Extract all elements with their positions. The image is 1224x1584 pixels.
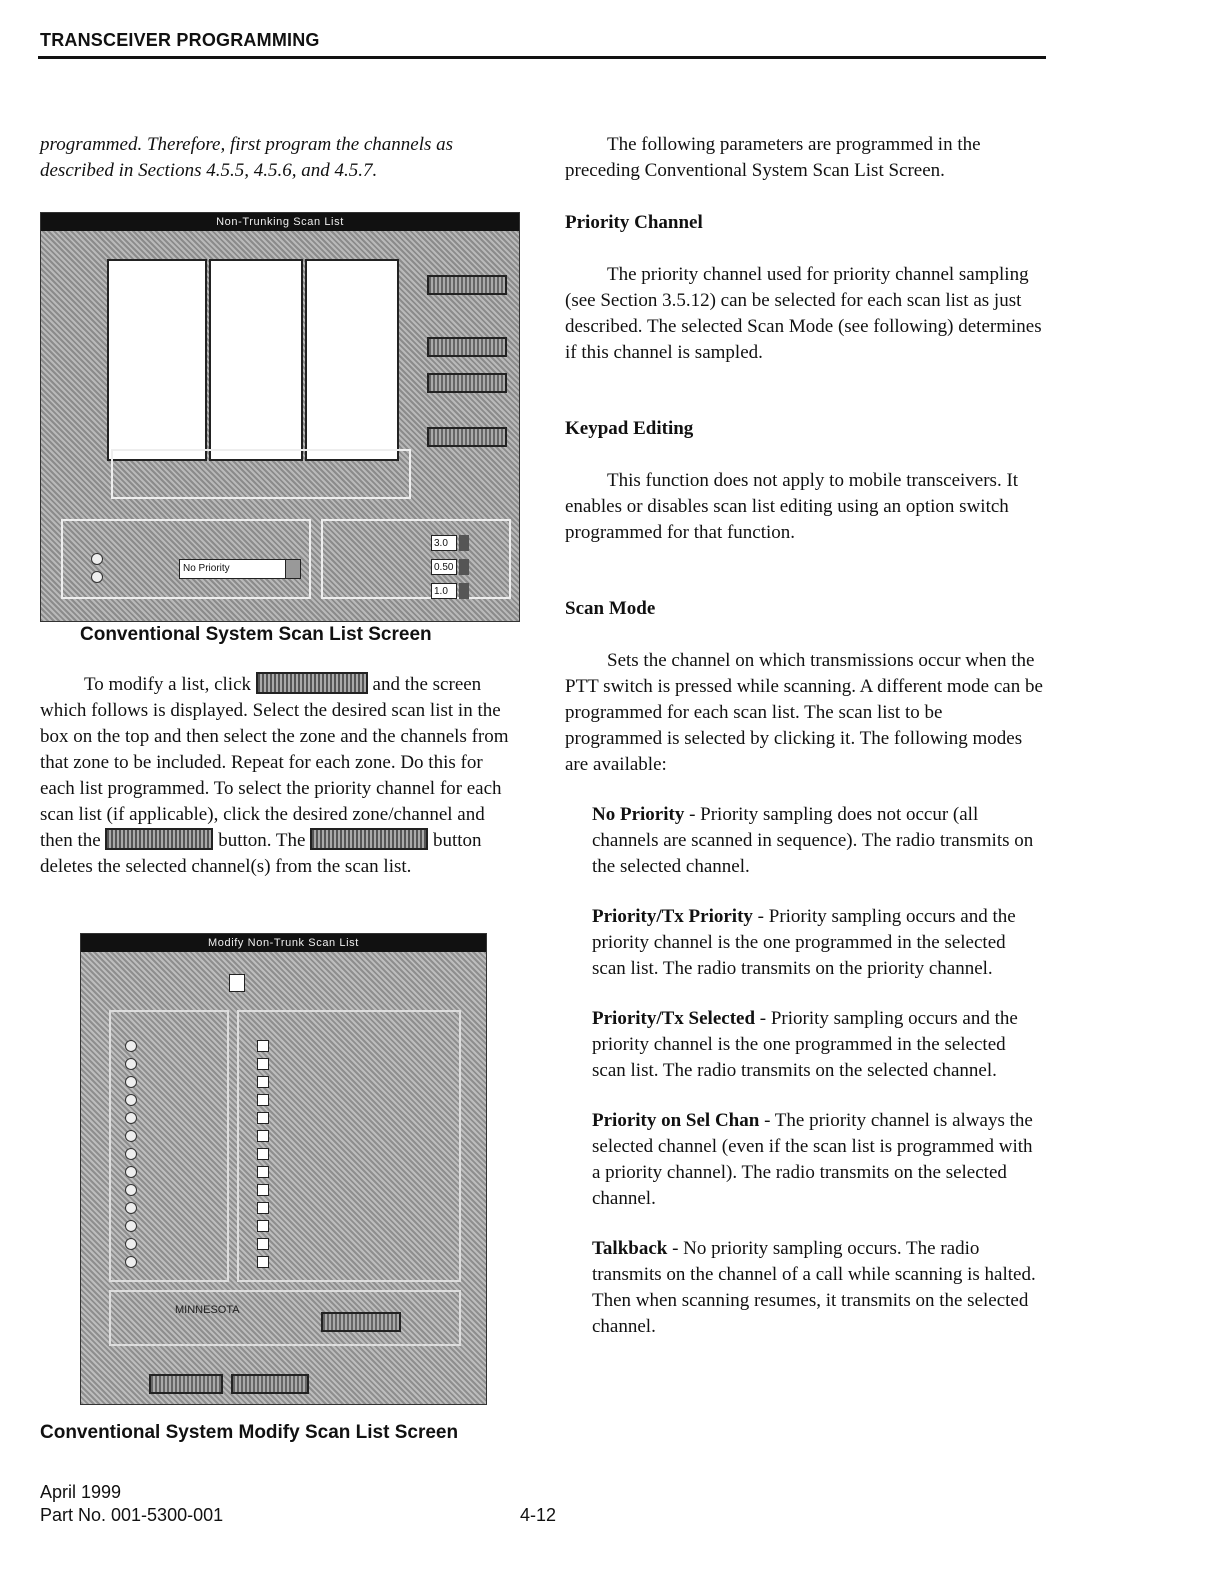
channel-group bbox=[237, 1010, 461, 1282]
channel-checkbox bbox=[257, 1058, 269, 1070]
scan-list-box-1 bbox=[107, 259, 207, 461]
screen2-caption: Conventional System Modify Scan List Screen bbox=[40, 1422, 459, 1443]
heading-keypad-editing: Keypad Editing bbox=[565, 418, 694, 439]
modify-list-button-image bbox=[256, 672, 368, 694]
keypad-group bbox=[111, 449, 411, 499]
channel-checkbox bbox=[257, 1076, 269, 1088]
scan-list-box-3 bbox=[305, 259, 399, 461]
scan-list-number-box bbox=[229, 974, 245, 992]
spin-3 bbox=[459, 583, 469, 599]
body-scan-mode: Sets the channel on which transmissions occur when the PTT switch is pressed while scanning. A different mode can be programmed for each scan list. The scan list to be programmed is selected by clicking it. The following modes are available: bbox=[565, 650, 1043, 775]
radio-2 bbox=[91, 571, 103, 583]
close-button bbox=[149, 1374, 223, 1394]
zone-radio bbox=[125, 1166, 137, 1178]
footer-part-number: Part No. 001-5300-001 bbox=[40, 1505, 224, 1525]
spin-1 bbox=[459, 535, 469, 551]
footer-date: April 1999 bbox=[40, 1482, 122, 1502]
screen1-caption: Conventional System Scan List Screen bbox=[80, 624, 432, 645]
scan-list-box-2 bbox=[209, 259, 303, 461]
scan-mode-combo bbox=[179, 559, 301, 579]
scan-mode-combo-value: No Priority bbox=[183, 563, 230, 574]
zone-radio bbox=[125, 1184, 137, 1196]
zone-radio bbox=[125, 1076, 137, 1088]
mode-priority-tx-priority: Priority/Tx Priority - Priority sampling occurs and the priority channel is the one programmed in the selected scan list. The radio transmits on the priority channel. bbox=[592, 906, 1016, 979]
window-button-3 bbox=[427, 373, 507, 393]
page-header-title: TRANSCEIVER PROGRAMMING bbox=[40, 30, 320, 50]
channel-checkbox bbox=[257, 1148, 269, 1160]
value-box-1: 3.0 bbox=[431, 535, 457, 551]
radio-1 bbox=[91, 553, 103, 565]
scan-list-window-title: Non-Trunking Scan List bbox=[41, 213, 519, 231]
channel-checkbox bbox=[257, 1094, 269, 1106]
channel-checkbox bbox=[257, 1238, 269, 1250]
mode-priority-tx-selected: Priority/Tx Selected - Priority sampling occurs and the priority channel is the one programmed in the selected scan list. The radio transmits on the selected channel. bbox=[592, 1008, 1018, 1081]
zone-radio bbox=[125, 1148, 137, 1160]
channel-checkbox bbox=[257, 1166, 269, 1178]
channel-checkbox bbox=[257, 1184, 269, 1196]
set-priority-button bbox=[321, 1312, 401, 1332]
priority-channel-group bbox=[109, 1290, 461, 1346]
channel-checkbox bbox=[257, 1112, 269, 1124]
window-button-4 bbox=[427, 427, 507, 447]
zone-radio bbox=[125, 1094, 137, 1106]
zone-radio bbox=[125, 1058, 137, 1070]
mode-no-priority: No Priority - Priority sampling does not occur (all channels are scanned in sequence). The radio transmits on the selected channel. bbox=[592, 804, 1034, 877]
value-box-3: 1.0 bbox=[431, 583, 457, 599]
zone-radio bbox=[125, 1040, 137, 1052]
channel-checkbox bbox=[257, 1220, 269, 1232]
modify-scan-list-screenshot bbox=[80, 933, 487, 1405]
zone-radio bbox=[125, 1256, 137, 1268]
chevron-down-icon bbox=[285, 560, 300, 578]
zone-radio bbox=[125, 1238, 137, 1250]
body-priority-channel: The priority channel used for priority channel sampling (see Section 3.5.12) can be selected for each scan list as just described. The selected Scan Mode (see following) determines if this channel is sampled. bbox=[565, 264, 1042, 363]
right-intro: The following parameters are programmed in the preceding Conventional System Scan List Screen. bbox=[565, 134, 981, 181]
mode-priority-on-sel-chan: Priority on Sel Chan - The priority channel is always the selected channel (even if the scan list is programmed with a priority channel). The radio transmits on the selected channel. bbox=[592, 1110, 1033, 1209]
left-intro: programmed. Therefore, first program the channels as described in Sections 4.5.5, 4.5.6, and 4.5.7. bbox=[40, 134, 454, 181]
zone-radio bbox=[125, 1130, 137, 1142]
window-button-1 bbox=[427, 275, 507, 295]
timing-group bbox=[321, 519, 511, 599]
mode-list bbox=[592, 802, 1044, 1340]
channel-checkbox bbox=[257, 1130, 269, 1142]
priority-zone-value: MINNESOTA bbox=[175, 1304, 240, 1316]
heading-priority-channel: Priority Channel bbox=[565, 212, 703, 233]
cancel-button bbox=[231, 1374, 309, 1394]
value-box-2: 0.50 bbox=[431, 559, 457, 575]
channel-checkbox bbox=[257, 1256, 269, 1268]
zone-radio bbox=[125, 1112, 137, 1124]
channel-checkbox bbox=[257, 1202, 269, 1214]
channel-checkbox bbox=[257, 1040, 269, 1052]
zone-radio bbox=[125, 1220, 137, 1232]
scan-list-screenshot bbox=[40, 212, 520, 622]
mode-talkback: Talkback - No priority sampling occurs. The radio transmits on the channel of a call while scanning is halted. Then when scanning resumes, it transmits on the selected channel. bbox=[592, 1238, 1036, 1337]
zone-radio bbox=[125, 1202, 137, 1214]
modify-paragraph: To modify a list, click and the screen which follows is displayed. Select the desired scan list in the box on the top and then select the zone and the channels from that zone to be included. Repeat for each zone. Do this for each list programmed. To select the priority channel for each scan list (if applicable), click the desired zone/channel and then the button. The button deletes the selected channel(s) from the scan list. bbox=[40, 674, 509, 877]
footer-page-number: 4-12 bbox=[520, 1505, 557, 1525]
spin-2 bbox=[459, 559, 469, 575]
set-priority-button-image bbox=[105, 828, 213, 850]
heading-scan-mode: Scan Mode bbox=[565, 598, 656, 619]
delete-channel-button-image bbox=[310, 828, 428, 850]
body-keypad-editing: This function does not apply to mobile transceivers. It enables or disables scan list editing using an option switch programmed for that function. bbox=[565, 470, 1019, 543]
window-button-modify bbox=[427, 337, 507, 357]
header-rule bbox=[38, 56, 1046, 59]
modify-window-title: Modify Non-Trunk Scan List bbox=[81, 934, 486, 952]
